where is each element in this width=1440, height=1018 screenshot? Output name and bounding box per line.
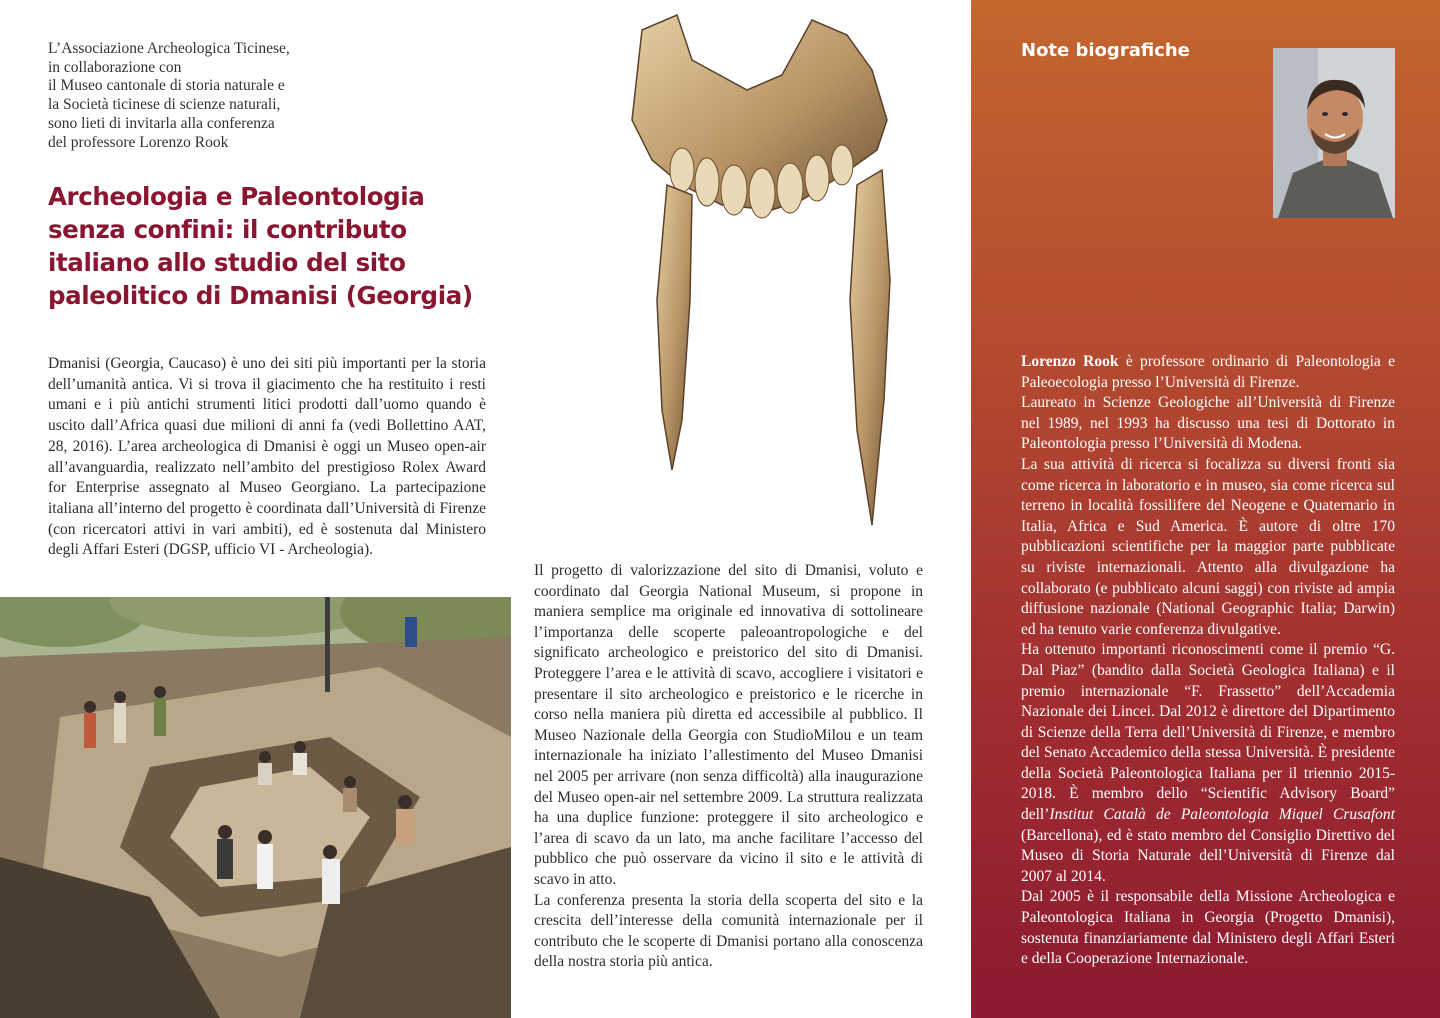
bio-intro-text: è professore ordinario di Paleontologia e Paleoecologia presso l’Università di Firenze. bbox=[1021, 353, 1395, 391]
intro-line: sono lieti di invitarla alla conferenza bbox=[48, 114, 275, 132]
conference-title bbox=[48, 180, 488, 312]
bio-paragraph-mission: Dal 2005 è il responsabile della Missione Archeologica e Paleontologica Italiana in Georgia (Progetto Dmanisi), sostenuta finanziariamente dal Ministero degli Affari Esteri e della Cooperazione Internazionale. bbox=[1021, 888, 1395, 968]
bio-paragraph-research: La sua attività di ricerca si focalizza su diversi fronti sia come ricerca in laboratorio e in museo, sia come ricerca sul terreno in località fossilifere del Neogene e Quaternario in Italia, Africa e Sud America. È autore di oltre 170 pubblicazioni scientifiche per la maggior parte pubblicate su riviste internazionali. Attento alla divulgazione ha collaborato (e pubblicato alcuni saggi) con riviste ad ampia diffusione nazionale (National Geographic Italia; Darwin) ed ha tenuto varie conferenza divulgative. bbox=[1021, 455, 1395, 638]
right-panel bbox=[971, 0, 1440, 1018]
awards-text: Ha ottenuto importanti riconoscimenti come il premio “G. Dal Piaz” (bandito dalla Società Geologica Italiana) e il premio internazionale “F. Frassetto” dell’Accademia Nazionale dei Lincei. Dal 2012 è direttore del Dipartimento di Scienze della Terra dell’Università di Firenze, e membro del Senato Accademico della stessa Università. È presidente della Società Paleontologica Italiana per il triennio 2015-2018. È membro dello “Scientific Advisory Board” dell’ bbox=[1021, 641, 1395, 824]
excavation-photo bbox=[0, 597, 511, 1018]
intro-line: la Società ticinese di scienze naturali, bbox=[48, 96, 281, 114]
intro-line: del professore Lorenzo Rook bbox=[48, 133, 229, 151]
portrait-illustration bbox=[1273, 48, 1395, 218]
awards-text-end: (Barcellona), ed è stato membro del Consiglio Direttivo del Museo di Storia Naturale dell’Università di Firenze dal 2007 al 2014. bbox=[1021, 826, 1395, 885]
speaker-portrait bbox=[1273, 48, 1395, 218]
project-description bbox=[534, 561, 923, 973]
biography-text bbox=[1021, 352, 1395, 970]
title-line: senza confini: il contributo bbox=[48, 215, 407, 244]
mandible-fossil-photo bbox=[572, 0, 932, 540]
title-line: paleolitico di Dmanisi (Georgia) bbox=[48, 281, 473, 310]
left-panel bbox=[0, 0, 512, 1018]
bio-paragraph-awards bbox=[1021, 640, 1395, 887]
intro-line: il Museo cantonale di storia naturale e bbox=[48, 77, 285, 95]
bio-paragraph bbox=[1021, 352, 1395, 393]
dmanisi-description: Dmanisi (Georgia, Caucaso) è uno dei siti più importanti per la storia dell’umanità antica. Vi si trova il giacimento che ha restituito i resti umani e i più antichi strumenti litici prodotti dall’uomo quando è uscito dall’Africa quasi due milioni di anni fa (vedi Bollettino AAT, 28, 2016). L’area archeologica di Dmanisi è oggi un Museo open-air all’avanguardia, realizzato nell’ambito del prestigioso Rolex Award for Enterprise assegnato al Museo Georgiano. La partecipazione italiana all’interno del progetto è coordinata dall’Università di Firenze (con ricercatori attivi in vari ambiti), ed è sostenuta dal Ministero degli Affari Esteri (DGSP, ufficio VI - Archeologia). bbox=[48, 355, 486, 559]
title-line: Archeologia e Paleontologia bbox=[48, 182, 425, 211]
intro-line: L’Associazione Archeologica Ticinese, bbox=[48, 40, 290, 57]
middle-panel bbox=[512, 0, 971, 1018]
conference-paragraph: La conferenza presenta la storia della scoperta del sito e la crescita dell’interesse della comunità internazionale per il contributo che le scoperte di Dmanisi portano alla conoscenza della nostra storia più antica. bbox=[534, 891, 923, 971]
excavation-site-illustration bbox=[0, 597, 511, 1018]
title-line: italiano allo studio del sito bbox=[48, 248, 406, 277]
invitation-intro bbox=[48, 40, 348, 152]
bio-paragraph-education: Laureato in Scienze Geologiche all’Università di Firenze nel 1989, nel 1993 ha discusso una tesi di Dottorato in Paleontologia presso l’Università di Modena. bbox=[1021, 394, 1395, 453]
project-paragraph: Il progetto di valorizzazione del sito di Dmanisi, voluto e coordinato dal Georgia National Museum, si propone in maniera semplice ma originale ed innovativa di sottolineare l’importanza delle scoperte paleoantropologiche e del significato archeologico e preistorico del sito di Dmanisi. Proteggere l’area e le attività di scavo, accogliere i visitatori e presentare il sito archeologico e preistorico e le ricerche in corso nella maniera più diretta ed accessibile al pubblico. Il Museo Nazionale della Georgia con StudioMilou e un team internazionale ha iniziato l’allestimento del Museo Dmanisi nel 2005 per arrivare (non senza difficoltà) alla inaugurazione del Museo open-air nel settembre 2009. La struttura realizzata ha una duplice funzione: proteggere il sito archeologico e l’area di scavo da un lato, ma anche facilitare l’accesso del pubblico che può osservare da vicino il sito e le attività di scavo in atto. bbox=[534, 562, 923, 888]
institute-name: Institut Català de Paleontologia Miquel Crusafont bbox=[1049, 806, 1395, 824]
intro-line: in collaborazione con bbox=[48, 58, 182, 76]
fossil-illustration bbox=[572, 0, 932, 540]
speaker-name: Lorenzo Rook bbox=[1021, 353, 1119, 370]
bio-heading: Note biografiche bbox=[1021, 40, 1190, 61]
